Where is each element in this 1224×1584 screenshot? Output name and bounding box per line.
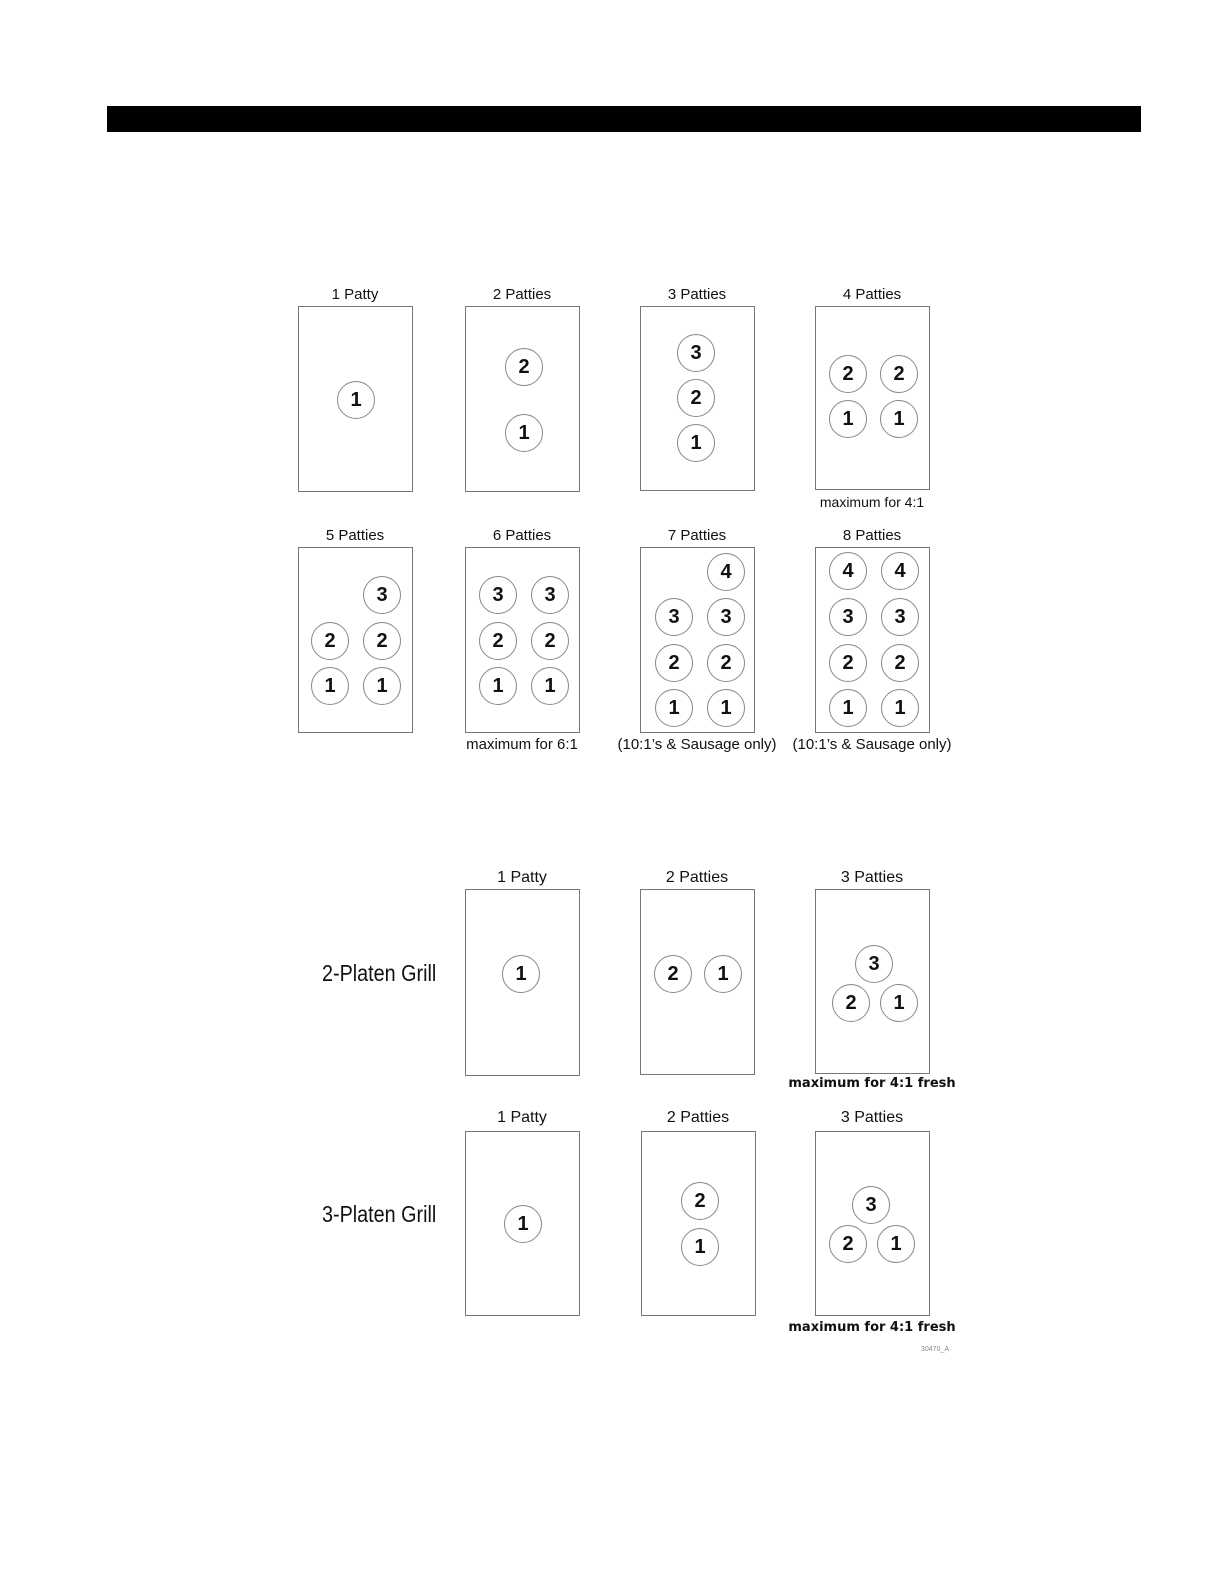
part-number: 30470_A xyxy=(921,1346,950,1353)
patty-circle: 3 xyxy=(531,576,569,614)
panel-title: 2 Patties xyxy=(492,286,552,303)
grill-surface xyxy=(465,306,580,492)
grill-surface xyxy=(815,306,930,490)
header-bar xyxy=(107,106,1141,132)
panel-note: maximum for 4:1 fresh xyxy=(788,1320,956,1335)
panel-note: maximum for 6:1 xyxy=(466,736,578,753)
patty-circle: 3 xyxy=(829,598,867,636)
panel-title: 1 Patty xyxy=(497,1109,547,1126)
patty-circle: 1 xyxy=(337,381,375,419)
patty-circle: 2 xyxy=(681,1182,719,1220)
patty-circle: 3 xyxy=(655,598,693,636)
patty-circle: 3 xyxy=(855,945,893,983)
three-platen-label: 3-Platen Grill xyxy=(322,1201,437,1227)
patty-circle: 1 xyxy=(502,955,540,993)
patty-circle: 1 xyxy=(880,984,918,1022)
grill-surface xyxy=(815,889,930,1074)
patty-circle: 3 xyxy=(707,598,745,636)
panel-note: (10:1’s & Sausage only) xyxy=(792,736,952,753)
grill-surface xyxy=(641,1131,756,1316)
patty-circle: 4 xyxy=(881,552,919,590)
panel-title: 4 Patties xyxy=(842,286,902,303)
grill-surface xyxy=(815,1131,930,1316)
grill-surface xyxy=(465,547,580,733)
panel-note: maximum for 4:1 xyxy=(819,494,925,510)
panel-title: 2 Patties xyxy=(666,1109,730,1126)
panel-note: (10:1’s & Sausage only) xyxy=(617,736,777,753)
grill-surface xyxy=(640,306,755,491)
panel-title: 5 Patties xyxy=(325,527,385,544)
patty-circle: 1 xyxy=(880,400,918,438)
patty-circle: 1 xyxy=(505,414,543,452)
grill-surface xyxy=(465,1131,580,1316)
panel-title: 1 Patty xyxy=(331,286,379,303)
patty-circle: 1 xyxy=(707,689,745,727)
panel-title: 2 Patties xyxy=(665,869,729,886)
patty-circle: 2 xyxy=(531,622,569,660)
patty-circle: 2 xyxy=(881,644,919,682)
patty-circle: 1 xyxy=(704,955,742,993)
panel-title: 7 Patties xyxy=(667,527,727,544)
two-platen-label: 2-Platen Grill xyxy=(322,960,437,986)
grill-surface xyxy=(298,306,413,492)
patty-circle: 1 xyxy=(531,667,569,705)
patty-circle: 1 xyxy=(311,667,349,705)
panel-title: 3 Patties xyxy=(840,1109,904,1126)
panel-note: maximum for 4:1 fresh xyxy=(788,1076,956,1091)
patty-circle: 1 xyxy=(655,689,693,727)
patty-circle: 4 xyxy=(707,553,745,591)
patty-circle: 1 xyxy=(504,1205,542,1243)
patty-circle: 1 xyxy=(363,667,401,705)
patty-circle: 2 xyxy=(655,644,693,682)
patty-circle: 2 xyxy=(829,355,867,393)
patty-circle: 2 xyxy=(707,644,745,682)
patty-circle: 2 xyxy=(829,1225,867,1263)
grill-surface xyxy=(465,889,580,1076)
patty-circle: 1 xyxy=(677,424,715,462)
patty-circle: 2 xyxy=(829,644,867,682)
patty-circle: 1 xyxy=(881,689,919,727)
patty-circle: 2 xyxy=(832,984,870,1022)
grill-surface xyxy=(640,547,755,733)
patty-circle: 2 xyxy=(654,955,692,993)
panel-title: 6 Patties xyxy=(492,527,552,544)
patty-circle: 2 xyxy=(880,355,918,393)
patty-circle: 2 xyxy=(363,622,401,660)
grill-surface xyxy=(298,547,413,733)
grill-surface xyxy=(640,889,755,1075)
patty-circle: 1 xyxy=(877,1225,915,1263)
patty-circle: 1 xyxy=(681,1228,719,1266)
patty-circle: 3 xyxy=(852,1186,890,1224)
panel-title: 1 Patty xyxy=(497,869,547,886)
patty-circle: 1 xyxy=(829,400,867,438)
patty-circle: 3 xyxy=(881,598,919,636)
patty-circle: 2 xyxy=(677,379,715,417)
patty-circle: 2 xyxy=(311,622,349,660)
patty-circle: 3 xyxy=(479,576,517,614)
patty-circle: 1 xyxy=(479,667,517,705)
patty-circle: 4 xyxy=(829,552,867,590)
patty-circle: 2 xyxy=(479,622,517,660)
panel-title: 8 Patties xyxy=(842,527,902,544)
panel-title: 3 Patties xyxy=(667,286,727,303)
grill-surface xyxy=(815,547,930,733)
patty-circle: 3 xyxy=(363,576,401,614)
patty-circle: 1 xyxy=(829,689,867,727)
patty-circle: 3 xyxy=(677,334,715,372)
patty-circle: 2 xyxy=(505,348,543,386)
panel-title: 3 Patties xyxy=(840,869,904,886)
